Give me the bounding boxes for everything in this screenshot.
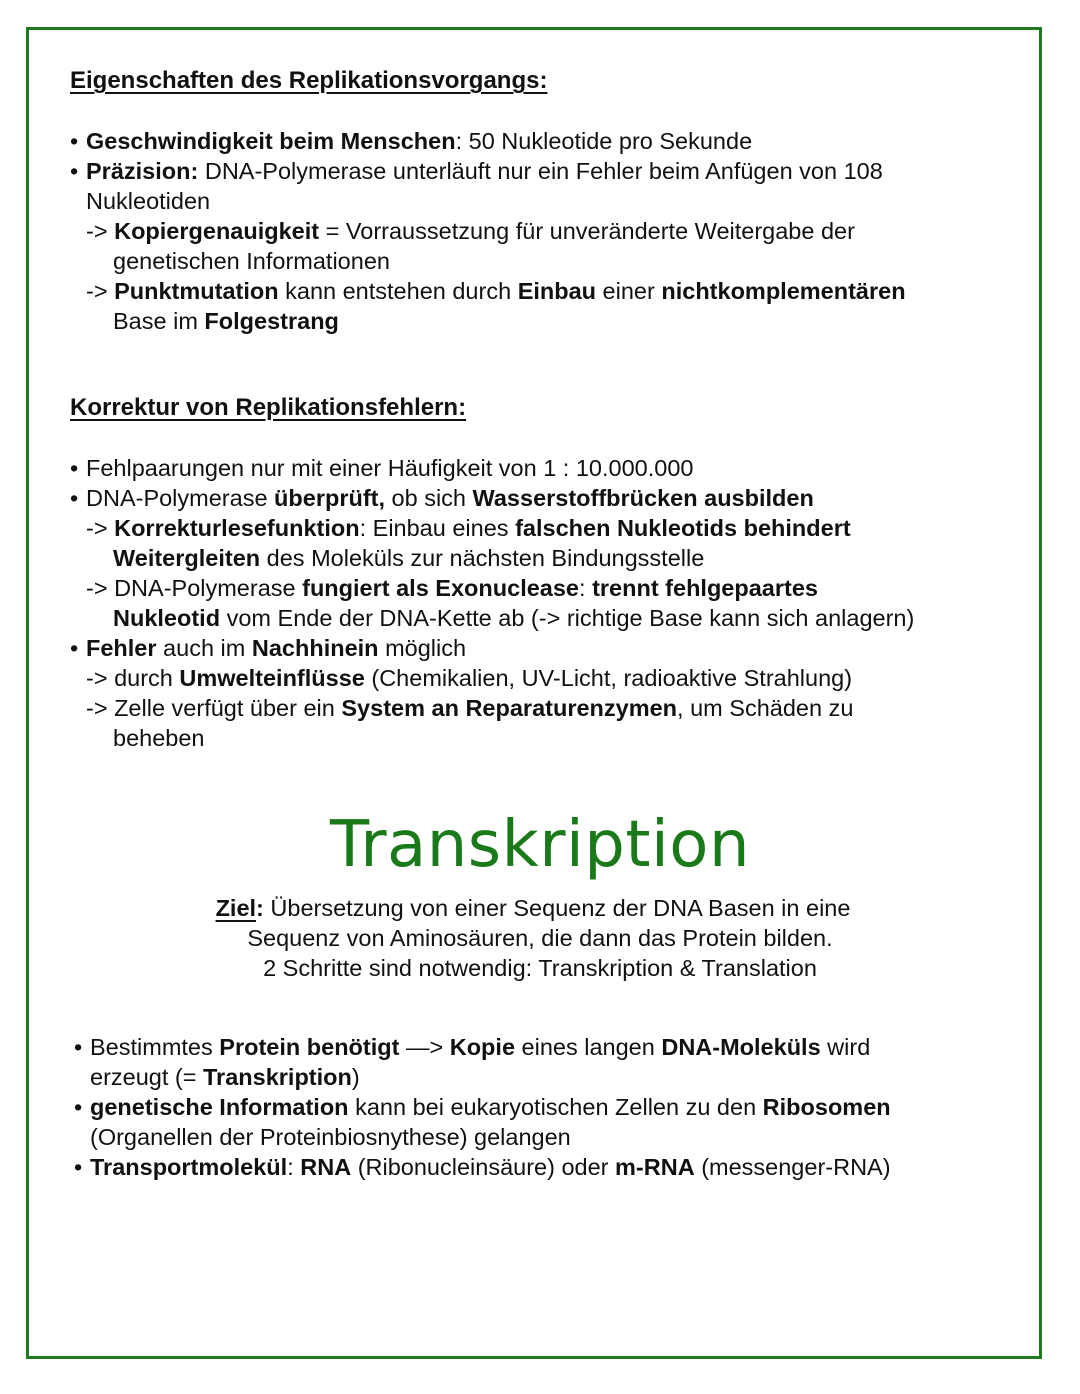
list-subitem: -> Korrekturlesefunktion: Einbau eines falschen Nukleotids behindert: [86, 515, 851, 541]
list-item: • genetische Information kann bei eukaryotischen Zellen zu den Ribosomen: [74, 1092, 891, 1122]
list-item: • Präzision: DNA-Polymerase unterläuft nur ein Fehler beim Anfügen von 108: [70, 156, 906, 186]
section-transkription-list: [74, 1032, 891, 1182]
section-replikation-list: [70, 126, 906, 336]
list-subitem-continuation: beheben: [113, 725, 205, 751]
section-korrektur-list: [70, 453, 914, 753]
list-subitem-continuation: Weitergleiten des Moleküls zur nächsten Bindungsstelle: [113, 545, 705, 571]
list-item: • Bestimmtes Protein benötigt —> Kopie eines langen DNA-Moleküls wird: [74, 1032, 891, 1062]
list-subitem-continuation: Nukleotid vom Ende der DNA-Kette ab (-> richtige Base kann sich anlagern): [113, 605, 915, 631]
list-subitem: -> DNA-Polymerase fungiert als Exonuclease: trennt fehlgepaartes: [86, 575, 818, 601]
list-item: • Fehler auch im Nachhinein möglich: [70, 633, 914, 663]
list-item: • Transportmolekül: RNA (Ribonucleinsäure) oder m-RNA (messenger-RNA): [74, 1152, 891, 1182]
list-item: • DNA-Polymerase überprüft, ob sich Wasserstoffbrücken ausbilden: [70, 483, 914, 513]
list-subitem-continuation: genetischen Informationen: [113, 248, 390, 274]
list-subitem: -> Zelle verfügt über ein System an Reparaturenzymen, um Schäden zu: [86, 695, 854, 721]
list-subitem: -> Punktmutation kann entstehen durch Einbau einer nichtkomplementären: [86, 278, 906, 304]
list-subitem: -> Kopiergenauigkeit = Vorraussetzung für unveränderte Weitergabe der: [86, 218, 855, 244]
list-item: • Geschwindigkeit beim Menschen: 50 Nukleotide pro Sekunde: [70, 126, 906, 156]
list-item: • Fehlpaarungen nur mit einer Häufigkeit von 1 : 10.000.000: [70, 453, 914, 483]
list-subitem: -> durch Umwelteinflüsse (Chemikalien, UV-Licht, radioaktive Strahlung): [86, 665, 853, 691]
page-title: Transkription: [330, 808, 750, 882]
list-subitem-continuation: Base im Folgestrang: [113, 308, 339, 334]
list-item-continuation: Nukleotiden: [86, 188, 211, 214]
list-item-continuation: (Organellen der Proteinbiosnythese) gelangen: [90, 1124, 571, 1150]
section-heading-korrektur: Korrektur von Replikationsfehlern:: [70, 394, 467, 421]
ziel-label: Ziel: [215, 895, 257, 921]
list-item-continuation: erzeugt (= Transkription): [90, 1064, 360, 1090]
section-heading-replikation: Eigenschaften des Replikationsvorgangs:: [70, 67, 548, 94]
ziel-paragraph: Ziel: Übersetzung von einer Sequenz der DNA Basen in eine Sequenz von Aminosäuren, die dann das Protein bilden. 2 Schritte sind notwendig: Transkription & Translation: [215, 895, 851, 981]
